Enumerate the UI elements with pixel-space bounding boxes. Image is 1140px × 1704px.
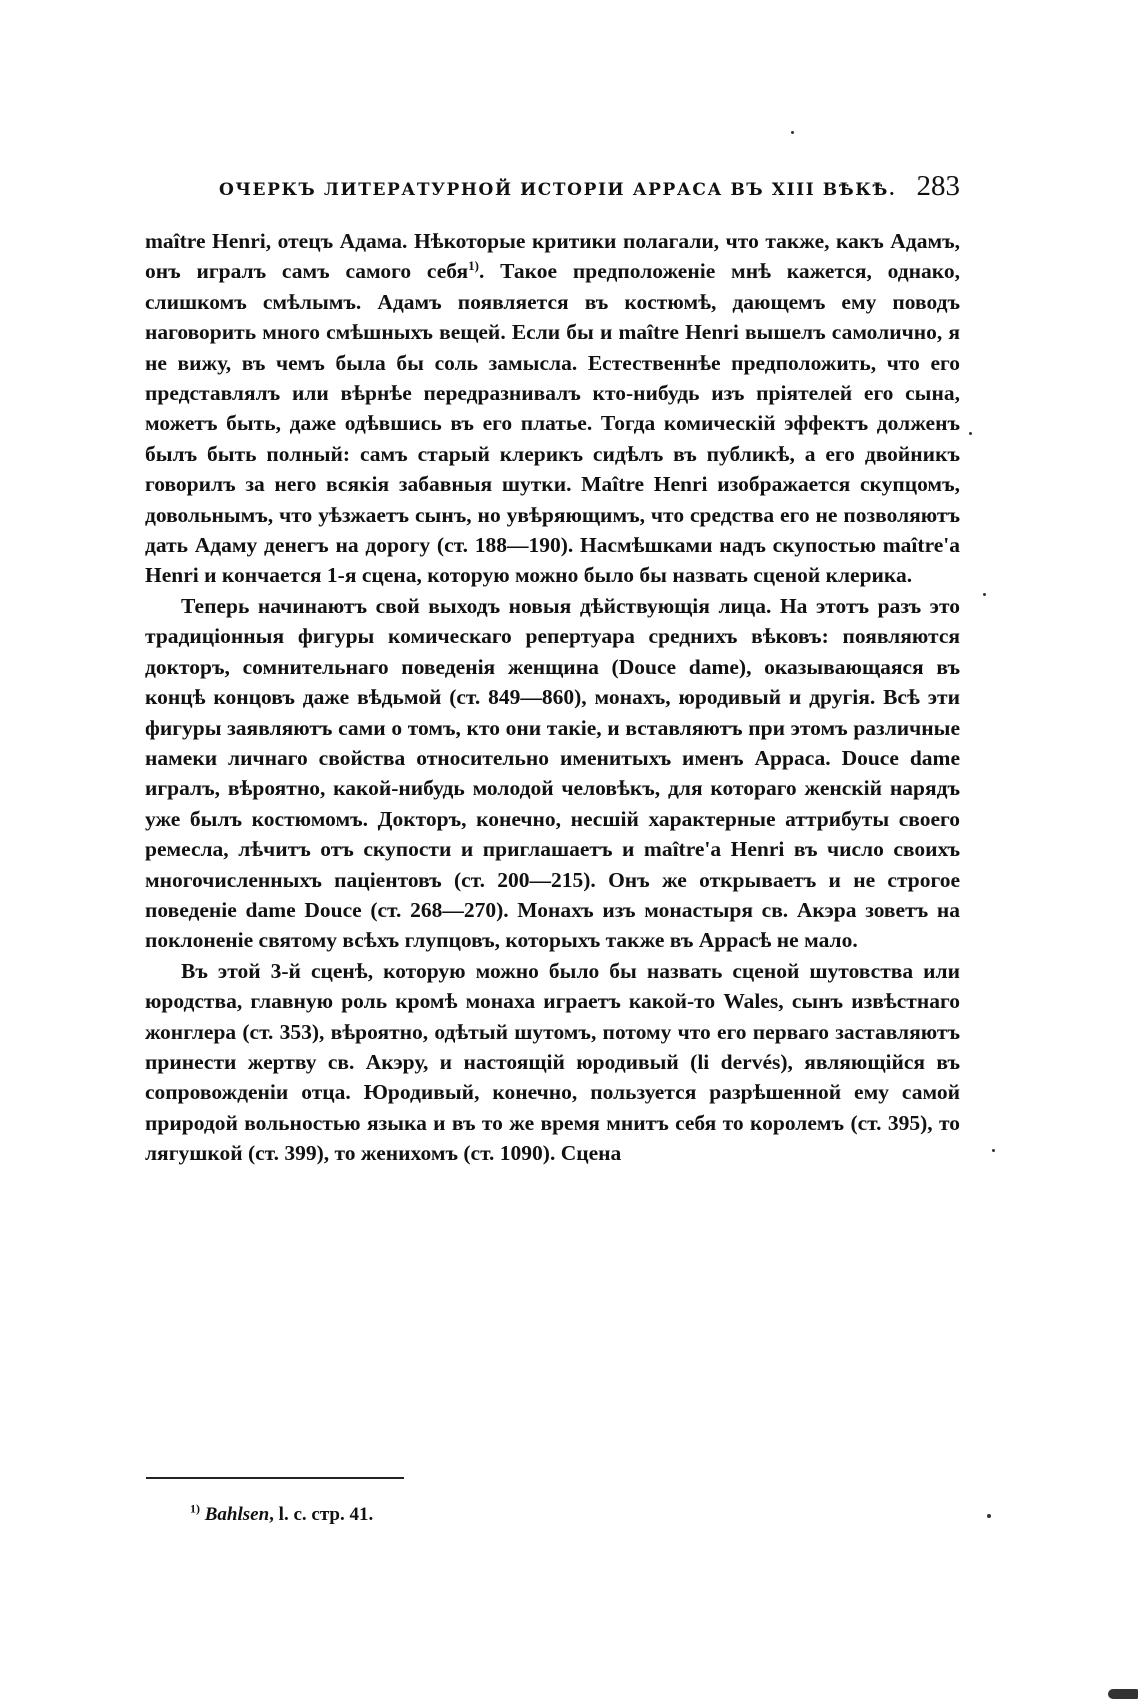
running-header (145, 170, 960, 206)
footnote-marker: 1) (190, 1501, 200, 1516)
scan-speck (969, 432, 972, 435)
footnote (190, 1501, 374, 1526)
page-number: 283 (916, 170, 960, 202)
footnote-reference: , l. c. стр. 41. (269, 1504, 374, 1525)
scan-speck (791, 131, 794, 134)
scan-speck (983, 593, 986, 596)
paragraph-3: Въ этой 3-й сценѣ, которую можно было бы назвать сценой шутовства или юродства, главную роль кромѣ монаха играетъ какой-то Wales, сынъ извѣстнаго жонглера (ст. 353), вѣроятно, одѣтый шутомъ, потому что его перваго заставляютъ принести жертву св. Акэру, и настоящій юродивый (li dervés), являющійся въ сопровожденіи отца. Юродивый, конечно, пользуется разрѣшенной ему самой природой вольностью языка и въ то же время мнитъ себя то королемъ (ст. 395), то лягушкой (ст. 399), то женихомъ (ст. 1090). Сцена (145, 958, 960, 1166)
footnote-reference-mark: 1) (468, 258, 479, 274)
scan-speck (1108, 1689, 1138, 1699)
paragraph-1-text-start: maître Henri, отецъ Адама. Нѣкоторые критики полагали, что также, какъ Адамъ, онъ игралъ самъ самого себя (145, 229, 960, 284)
body-text (145, 226, 960, 1169)
running-title: ОЧЕРКЪ ЛИТЕРАТУРНОЙ ИСТОРІИ АРРАСА ВЪ XIII ВѢКѢ. (219, 180, 897, 200)
footnote-author: Bahlsen (204, 1504, 270, 1525)
scan-speck (987, 1514, 991, 1518)
paragraph-1-text-end: . Такое предположеніе мнѣ кажется, однако, слишкомъ смѣлымъ. Адамъ появляется въ костюмѣ, дающемъ ему поводъ наговорить много смѣшныхъ вещей. Если бы и maître Henri вышелъ самолично, я не вижу, въ чемъ была бы соль замысла. Естественнѣе предположить, что его представлялъ или вѣрнѣе передразнивалъ кто-нибудь изъ пріятелей его сына, можетъ быть, даже одѣвшись въ его платье. Тогда комическій эффектъ долженъ былъ быть полный: самъ старый клерикъ сидѣлъ въ публикѣ, а его двойникъ говорилъ за него всякія забавныя шутки. Maître Henri изображается скупцомъ, довольнымъ, что уѣзжаетъ сынъ, но увѣряющимъ, что средства его не позволяютъ дать Адаму денегъ на дорогу (ст. 188—190). Насмѣшками надъ скупостью maître'a Henri и кончается 1-я сцена, которую можно было бы назвать сценой клерика. (145, 259, 960, 588)
scan-speck (992, 1149, 995, 1152)
paragraph-2: Теперь начинаютъ свой выходъ новыя дѣйствующія лица. На этотъ разъ это традиціонныя фигуры комическаго репертуара среднихъ вѣковъ: появляются докторъ, сомнительнаго поведенія женщина (Douce dame), оказывающаяся въ концѣ концовъ даже вѣдьмой (ст. 849—860), монахъ, юродивый и другія. Всѣ эти фигуры заявляютъ сами о томъ, кто они такіе, и вставляютъ при этомъ различные намеки личнаго свойства относительно именитыхъ именъ Арраса. Douce dame игралъ, вѣроятно, какой-нибудь молодой человѣкъ, для котораго женскій нарядъ уже былъ костюмомъ. Докторъ, конечно, несшій характерные аттрибуты своего ремесла, лѣчитъ отъ скупости и приглашаетъ и maître'a Henri въ число своихъ многочисленныхъ паціентовъ (ст. 200—215). Онъ же открываетъ и не строгое поведеніе dame Douce (ст. 268—270). Монахъ изъ монастыря св. Акэра зоветъ на поклоненіе святому всѣхъ глупцовъ, которыхъ также въ Аррасѣ не мало. (145, 593, 960, 953)
paragraph-1 (145, 226, 960, 591)
footnote-separator (146, 1477, 404, 1479)
